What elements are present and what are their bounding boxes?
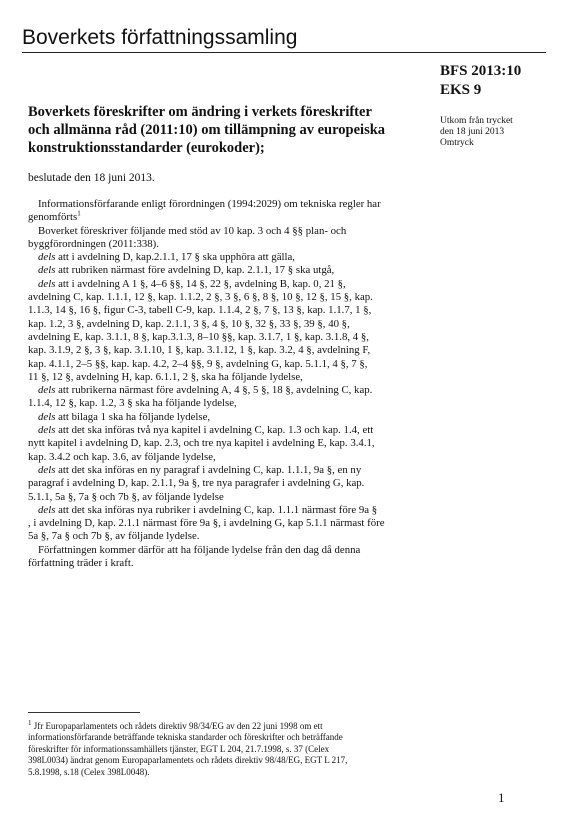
body-text: att det ska införas två nya kapitel i avdelning C, kap. 1.3 och kap. 1.4, ett	[55, 424, 374, 437]
decision-date: beslutade den 18 juni 2013.	[28, 172, 155, 184]
body-line: 11 §, 12 §, avdelning H, kap. 6.1.1, 2 §, ska ha följande lydelse,	[28, 370, 303, 383]
dels-word: dels	[38, 251, 56, 264]
body-text: att i avdelning A 1 §, 4–6 §§, 14 §, 22 §, avdelning B, kap. 0, 21 §,	[55, 277, 346, 290]
eks-number: EKS 9	[440, 82, 482, 98]
dels-line	[28, 264, 438, 277]
body-line: kap. 4.1.1, 2–5 §§, kap. kap. 4.2, 2–4 §§, 9 §, avdelning G, kap. 5.1.1, 4 §, 7 §,	[28, 357, 368, 370]
footnote-line: 5.8.1998, s.18 (Celex 398L0048).	[28, 766, 150, 777]
body-line: nytt kapitel i avdelning D, kap. 2.3, och tre nya kapitel i avdelning E, kap. 3.4.1,	[28, 437, 375, 450]
footnote	[28, 721, 448, 778]
dels-line	[28, 278, 438, 291]
footnote-text: Jfr Europaparlamentets och rådets direktiv 98/34/EG av den 22 juni 1998 om ett	[31, 721, 323, 731]
footnote-rule	[28, 712, 140, 713]
body-line: Boverket föreskriver följande med stöd av 10 kap. 3 och 4 §§ plan- och	[38, 224, 347, 237]
body-line: avdelning C, kap. 1.1.1, 12 §, kap. 1.1.2, 2 §, 3 §, 6 §, 8 §, 10 §, 12 §, 15 §, kap.	[28, 291, 373, 304]
footnote-line: föreskrifter för informationssamhällets tjänster, EGT L 204, 21.7.1998, s. 37 (Celex	[28, 743, 330, 754]
dels-line	[28, 411, 438, 424]
body-line: Författningen kommer därför att ha följande lydelse från den dag då denna	[38, 543, 361, 556]
dels-line	[28, 464, 438, 477]
dels-word: dels	[38, 463, 56, 476]
body-line: 5a §, 7a § och 7b §, av följande lydelse.	[28, 530, 200, 543]
body-text: att i avdelning D, kap.2.1.1, 17 § ska upphöra att gälla,	[55, 251, 295, 264]
body-line: 1.1.4, 12 §, kap. 1.2, 3 § ska ha följande lydelse,	[28, 397, 237, 410]
body-text: genomförts	[28, 211, 78, 224]
published-label: Utkom från trycket	[440, 116, 513, 126]
dels-line	[28, 384, 438, 397]
body-line: kap. 3.1.9, 2 §, 3 §, kap. 3.1.10, 1 §, kap. 3.1.12, 1 §, kap. 3.2, 4 §, avdelning F,	[28, 344, 371, 357]
body-line: författning träder i kraft.	[28, 557, 134, 570]
header-rule	[22, 52, 546, 53]
footnote-line: 398L0034) ändrat genom Europaparlamentets och rådets direktiv 98/48/EG, EGT L 217,	[28, 755, 348, 766]
footnote-ref: 1	[77, 209, 81, 218]
title-line: konstruktionsstandarder (eurokoder);	[28, 140, 265, 156]
footnote-mark: 1	[28, 719, 32, 727]
body-text: att rubriken närmast före avdelning D, kap. 2.1.1, 17 § ska utgå,	[55, 264, 335, 277]
dels-line	[28, 251, 438, 264]
title-line: och allmänna råd (2011:10) om tillämpning av europeiska	[28, 122, 386, 138]
dels-word: dels	[38, 277, 56, 290]
dels-word: dels	[38, 384, 56, 397]
body-text: att rubrikerna närmast före avdelning A, 4 §, 5 §, 18 §, avdelning C, kap.	[55, 384, 373, 397]
collection-title: Boverkets författningssamling	[22, 26, 298, 49]
body-line	[28, 211, 438, 224]
body-text: att det ska införas nya rubriker i avdelning C, kap. 1.1.1 närmast före 9a §	[55, 503, 378, 516]
body-text: att bilaga 1 ska ha följande lydelse,	[55, 410, 211, 423]
title-line: Boverkets föreskrifter om ändring i verkets föreskrifter	[28, 104, 372, 120]
reprint-label: Omtryck	[440, 138, 474, 148]
dels-word: dels	[38, 503, 56, 516]
page-number: 1	[498, 790, 505, 805]
body-line: 1.1.3, 14 §, 16 §, figur C-3, tabell C-9, kap. 1.1.4, 2 §, 7 §, 13 §, kap. 1.1.7, 1 §,	[28, 304, 372, 317]
body-line: , i avdelning D, kap. 2.1.1 närmast före 9a §, i avdelning G, kap 5.1.1 närmast före	[28, 517, 385, 530]
document-title	[28, 103, 418, 157]
published-date: den 18 juni 2013	[440, 127, 505, 137]
body-line: Informationsförfarande enligt förordningen (1994:2029) om tekniska regler har	[38, 198, 381, 210]
body-line: kap. 3.4.2 och kap. 3.6, av följande lydelse,	[28, 450, 216, 463]
dels-word: dels	[38, 410, 56, 423]
dels-line	[28, 504, 438, 517]
body-line: kap. 1.2, 3 §, avdelning D, kap. 2.1.1, 3 §, 4 §, 10 §, 32 §, 33 §, 39 §, 40 §,	[28, 317, 350, 330]
body-line: avdelning E, kap. 3.1.1, 8 §, kap.3.1.3, 8–10 §§, kap. 3.1.7, 1 §, kap. 3.1.8, 4 §,	[28, 330, 369, 343]
dels-word: dels	[38, 264, 56, 277]
body-line: 5.1.1, 5a §, 7a § och 7b §, av följande lydelse	[28, 490, 224, 503]
document-body	[28, 198, 438, 570]
body-text: att det ska införas en ny paragraf i avdelning C, kap. 1.1.1, 9a §, en ny	[55, 463, 362, 476]
footnote-line	[28, 721, 448, 732]
dels-word: dels	[38, 424, 56, 437]
dels-line	[28, 424, 438, 437]
body-line: byggförordningen (2011:338).	[28, 237, 159, 250]
bfs-number: BFS 2013:10	[440, 63, 522, 79]
footnote-line: informationsförfarande beträffande tekniska standarder och föreskrifter och beträffande	[28, 732, 343, 743]
body-line: paragraf i avdelning D, kap. 2.1.1, 9a §, tre nya paragrafer i avdelning G, kap.	[28, 477, 365, 490]
